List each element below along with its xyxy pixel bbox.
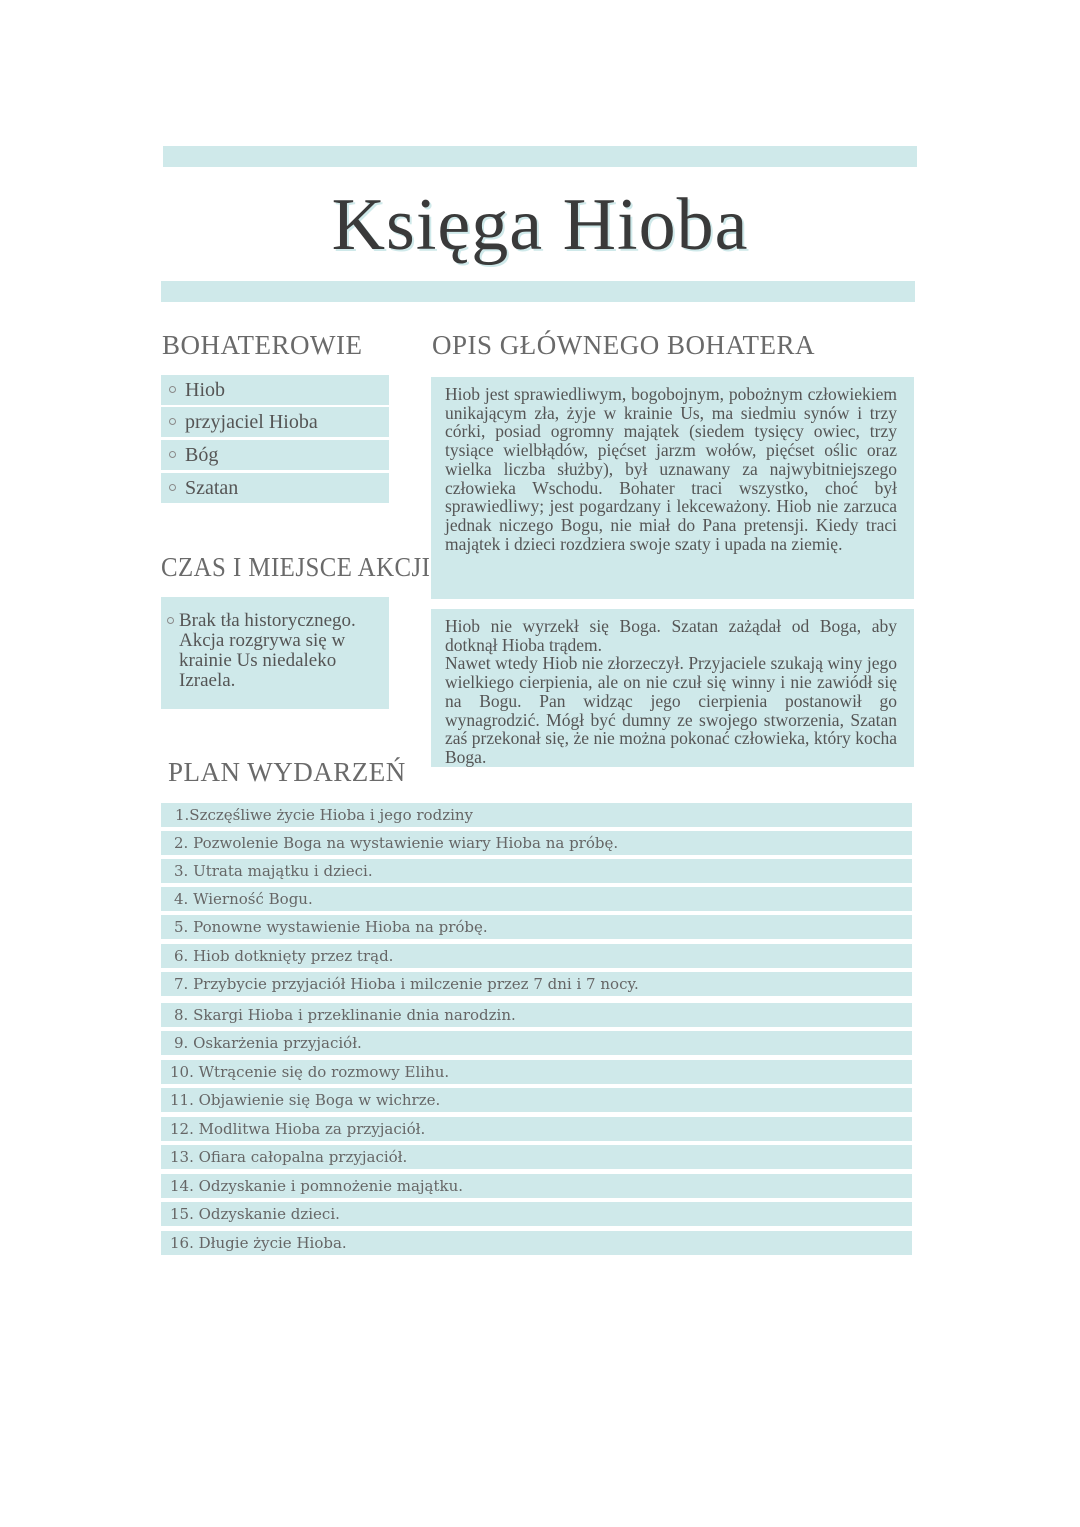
heading-opis: OPIS GŁÓWNEGO BOHATERA (432, 330, 815, 360)
bottom-decor-band (161, 281, 915, 302)
opis-box-1 (431, 377, 914, 599)
character-label: Hiob (185, 379, 225, 401)
plan-item: 12. Modlitwa Hioba za przyjaciół. (161, 1117, 912, 1141)
plan-item: 10. Wtrącenie się do rozmowy Elihu. (161, 1060, 912, 1084)
character-label: Bóg (185, 444, 219, 466)
page-title: Księga Hioba (331, 184, 749, 266)
plan-item: 2. Pozwolenie Boga na wystawienie wiary Hioba na próbę. (161, 831, 912, 855)
plan-item: 16. Długie życie Hioba. (161, 1231, 912, 1255)
plan-item: 6. Hiob dotknięty przez trąd. (161, 944, 912, 968)
character-item (161, 473, 389, 503)
character-item (161, 440, 389, 470)
opis-paragraph-1: Hiob jest sprawiedliwym, bogobojnym, pobożnym człowiekiem unikającym zła, żyje w krainie Us, ma siedmiu synów i trzy córki, posiad ogromny majątek (siedem tysięcy owiec, trzy tysiące wielbłądów, pięćset jarzm wołów, pięćset oślic oraz wielka liczba służby), był uznawany za najwybitniejszego człowieka Wschodu. Bohater traci wszystko, choć był sprawiedliwy; jest pogardzany i lekceważony. Hiob nie zarzuca jednak niczego Bogu, nie miał do Pana pretensji. Kiedy traci majątek i dzieci rozdziera swoje szaty i upada na ziemię. (445, 384, 897, 554)
plan-item: 13. Ofiara całopalna przyjaciół. (161, 1145, 912, 1169)
plan-item: 5. Ponowne wystawienie Hioba na próbę. (161, 915, 912, 939)
opis-box-2 (431, 609, 914, 767)
plan-item: 15. Odzyskanie dzieci. (161, 1202, 912, 1226)
heading-plan: PLAN WYDARZEŃ (168, 757, 406, 787)
character-item (161, 407, 389, 437)
bullet-icon (169, 484, 176, 491)
czas-miejsce-box (161, 597, 389, 709)
heading-bohaterowie: BOHATEROWIE (162, 330, 363, 360)
plan-item: 11. Objawienie się Boga w wichrze. (161, 1088, 912, 1112)
plan-item: 7. Przybycie przyjaciół Hioba i milczenie przez 7 dni i 7 nocy. (161, 972, 912, 996)
bullet-icon (169, 451, 176, 458)
czas-miejsce-text: Brak tła historycznego. Akcja rozgrywa się w krainie Us niedaleko Izraela. (179, 610, 356, 691)
character-label: Szatan (185, 477, 239, 499)
plan-item: 3. Utrata majątku i dzieci. (161, 859, 912, 883)
character-item (161, 375, 389, 405)
character-label: przyjaciel Hioba (185, 411, 318, 433)
bullet-icon (169, 386, 176, 393)
plan-item: 8. Skargi Hioba i przeklinanie dnia narodzin. (161, 1003, 912, 1027)
plan-item: 1.Szczęśliwe życie Hioba i jego rodziny (161, 803, 912, 827)
plan-item: 4. Wierność Bogu. (161, 887, 912, 911)
plan-item: 14. Odzyskanie i pomnożenie majątku. (161, 1174, 912, 1198)
heading-czas-miejsce: CZAS I MIEJSCE AKCJI (161, 552, 431, 582)
bullet-icon (169, 418, 176, 425)
plan-item: 9. Oskarżenia przyjaciół. (161, 1031, 912, 1055)
opis-paragraph-2a: Hiob nie wyrzekł się Boga. Szatan zażądał od Boga, aby dotknął Hioba trądem. (445, 616, 897, 655)
bullet-icon (167, 617, 174, 624)
top-decor-band (163, 146, 917, 167)
opis-paragraph-2b: Nawet wtedy Hiob nie złorzeczył. Przyjaciele szukają winy jego wielkiego cierpienia, ale on nie czuł się winny i nie zawiódł się na Bogu. Pan widząc jego cierpienia postanowił go wynagrodzić. Mógł być dumny ze swojego stworzenia, Szatan zaś przekonał się, że nie można pokonać człowieka, który kocha Boga. (445, 653, 897, 767)
